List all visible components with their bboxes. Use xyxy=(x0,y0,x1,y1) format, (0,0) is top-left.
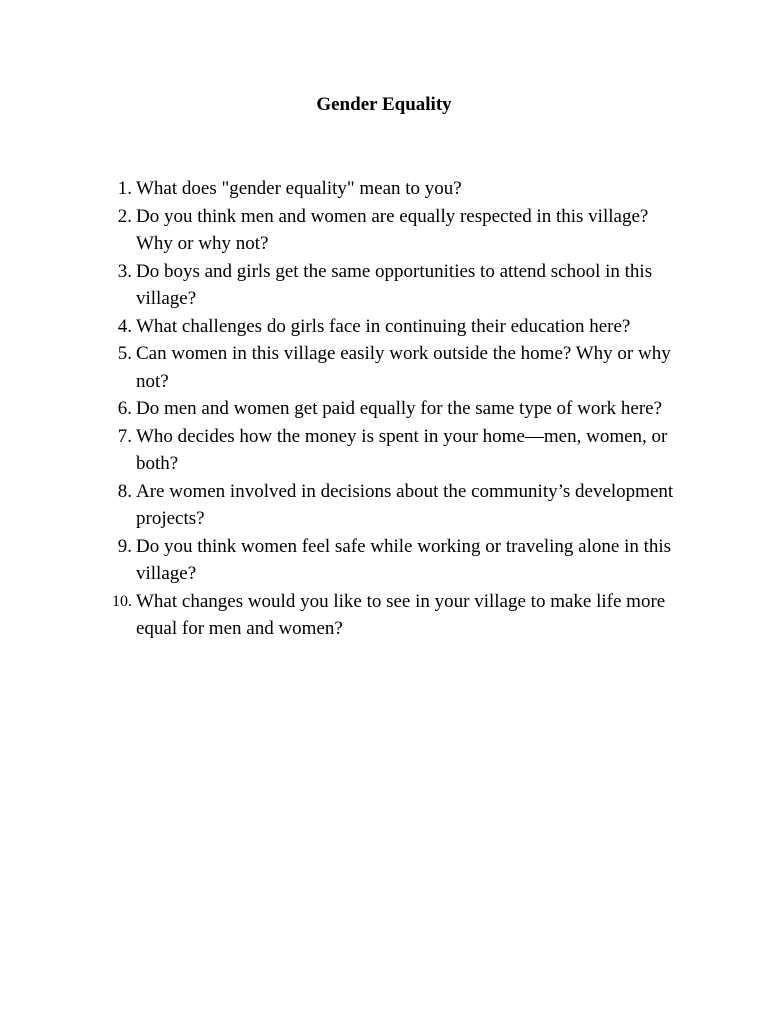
question-item xyxy=(108,588,688,643)
question-item xyxy=(108,313,688,341)
question-item xyxy=(108,203,688,258)
question-text: Do you think men and women are equally respected in this village? Why or why not? xyxy=(136,205,649,254)
question-number: 1. xyxy=(117,178,132,199)
question-number: 6. xyxy=(117,398,132,419)
question-item xyxy=(108,423,688,478)
question-number: 4. xyxy=(117,315,132,337)
question-item xyxy=(108,395,688,423)
question-text: What changes would you like to see in your village to make life more equal for men and women? xyxy=(136,590,666,639)
question-item xyxy=(108,258,688,313)
question-text: What does "gender equality" mean to you? xyxy=(136,178,462,199)
question-number: 2. xyxy=(117,205,132,227)
document-title: Gender Equality xyxy=(316,94,452,115)
question-item xyxy=(108,340,688,395)
question-text: Do you think women feel safe while working or traveling alone in this village? xyxy=(136,535,672,584)
question-number: 5. xyxy=(117,343,132,364)
question-text: What challenges do girls face in continuing their education here? xyxy=(136,315,631,337)
question-item xyxy=(108,478,688,533)
question-number: 3. xyxy=(117,260,132,282)
question-text: Who decides how the money is spent in your home—men, women, or both? xyxy=(136,425,668,474)
question-text: Can women in this village easily work outside the home? Why or why not? xyxy=(136,343,671,392)
question-text: Are women involved in decisions about the community’s development projects? xyxy=(136,480,674,529)
question-list xyxy=(108,175,688,643)
question-number: 10. xyxy=(112,592,132,610)
question-item xyxy=(108,533,688,588)
question-number: 7. xyxy=(117,425,132,447)
question-number: 8. xyxy=(117,480,132,502)
question-item xyxy=(108,175,688,203)
question-text: Do men and women get paid equally for the same type of work here? xyxy=(136,398,663,419)
question-text: Do boys and girls get the same opportunities to attend school in this village? xyxy=(136,260,653,309)
question-number: 9. xyxy=(117,535,132,557)
